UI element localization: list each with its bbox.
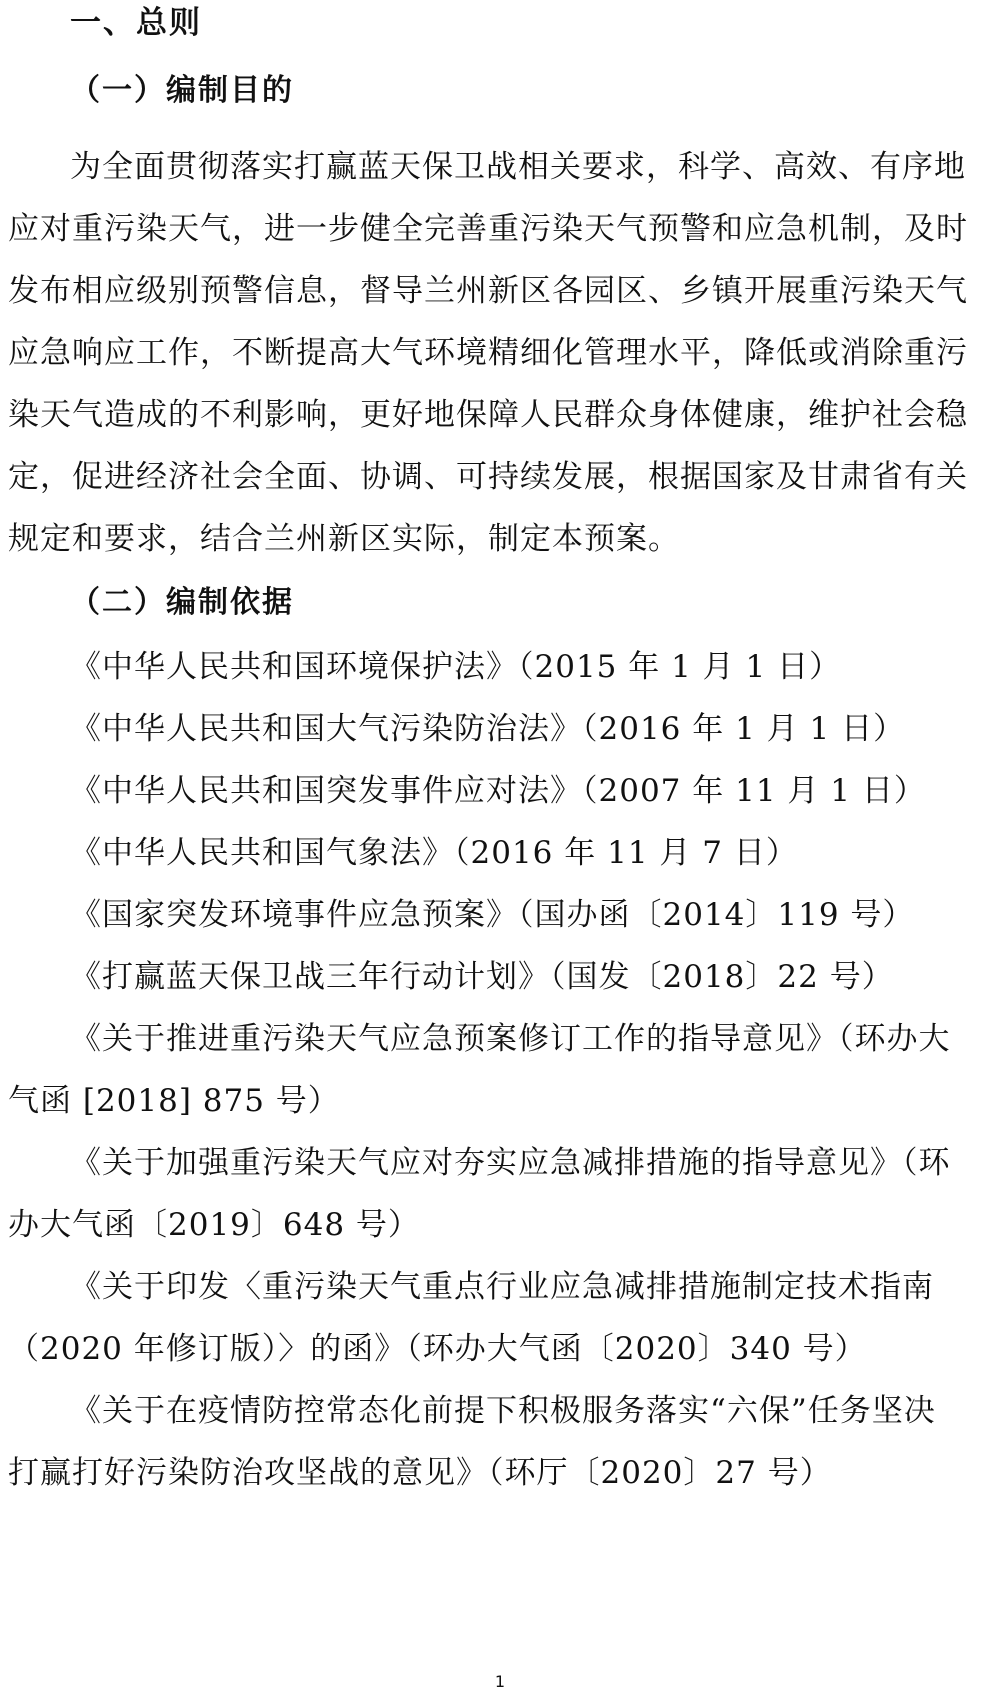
basis-line: （2020 年修订版）〉的函》（环办大气函〔2020〕340 号） (8, 1331, 867, 1367)
purpose-heading: （一）编制目的 (70, 73, 294, 108)
paragraph-line: 发布相应级别预警信息，督导兰州新区各园区、乡镇开展重污染天气 (8, 273, 968, 309)
basis-line: 《中华人民共和国突发事件应对法》（2007 年 11 月 1 日） (70, 773, 926, 809)
paragraph-line: 定，促进经济社会全面、协调、可持续发展，根据国家及甘肃省有关 (8, 459, 968, 495)
basis-line: 《关于在疫情防控常态化前提下积极服务落实“六保”任务坚决 (70, 1393, 936, 1429)
purpose-paragraph (8, 136, 996, 570)
paragraph-line: 染天气造成的不利影响，更好地保障人民群众身体健康，维护社会稳 (8, 397, 968, 433)
basis-line: 《中华人民共和国气象法》（2016 年 11 月 7 日） (70, 835, 798, 871)
paragraph-line: 为全面贯彻落实打赢蓝天保卫战相关要求，科学、高效、有序地 (70, 149, 966, 185)
document-body (8, 0, 996, 1504)
basis-list (8, 636, 996, 1504)
page-number: 1 (494, 1672, 506, 1691)
paragraph-line: 应急响应工作，不断提高大气环境精细化管理水平，降低或消除重污 (8, 335, 968, 371)
basis-line: 《关于印发〈重污染天气重点行业应急减排措施制定技术指南 (70, 1269, 934, 1305)
basis-line: 《中华人民共和国大气污染防治法》（2016 年 1 月 1 日） (70, 711, 906, 747)
basis-line: 《关于推进重污染天气应急预案修订工作的指导意见》（环办大 (70, 1021, 951, 1057)
basis-line: 气函 [2018] 875 号） (8, 1083, 340, 1119)
paragraph-line: 规定和要求，结合兰州新区实际，制定本预案。 (8, 521, 680, 557)
basis-line: 《国家突发环境事件应急预案》（国办函〔2014〕119 号） (70, 897, 915, 933)
section-heading: 一、总则 (70, 5, 202, 41)
basis-line: 《中华人民共和国环境保护法》（2015 年 1 月 1 日） (70, 649, 842, 685)
basis-line: 《关于加强重污染天气应对夯实应急减排措施的指导意见》（环 (70, 1145, 951, 1181)
basis-heading: （二）编制依据 (70, 585, 294, 620)
basis-line: 办大气函〔2019〕648 号） (8, 1207, 420, 1243)
basis-line: 《打赢蓝天保卫战三年行动计划》（国发〔2018〕22 号） (70, 959, 894, 995)
paragraph-line: 应对重污染天气，进一步健全完善重污染天气预警和应急机制，及时 (8, 211, 968, 247)
basis-line: 打赢打好污染防治攻坚战的意见》（环厅〔2020〕27 号） (8, 1455, 832, 1491)
